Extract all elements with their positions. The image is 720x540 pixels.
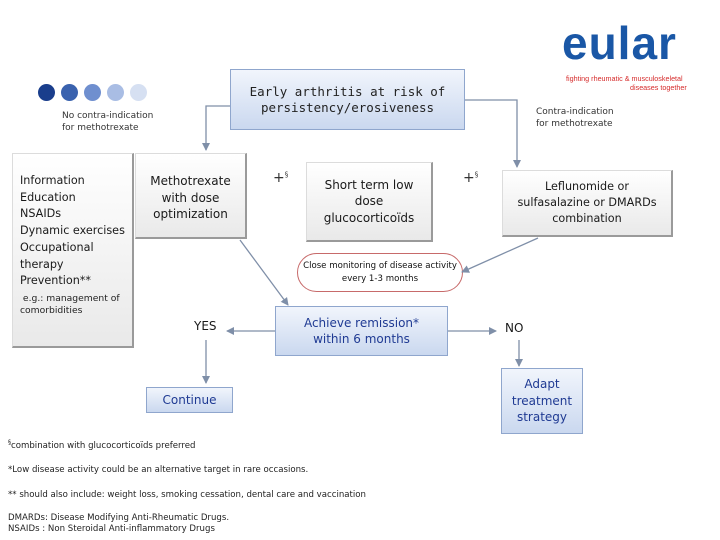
mtx-line2: with dose: [161, 190, 220, 205]
mtx-line3: optimization: [153, 207, 228, 221]
mtx-line1: Methotrexate: [150, 174, 231, 188]
right-caption-line2: for methotrexate: [536, 119, 613, 129]
info-line: Education: [20, 190, 76, 204]
arrow-mtx-to-remission: [240, 240, 288, 305]
remission-line2: within 6 months: [313, 332, 410, 346]
section-mark-1: §: [284, 170, 289, 179]
footnote-nsaids: NSAIDs : Non Steroidal Anti-inflammatory Drugs: [8, 524, 215, 534]
footnote-also-include: ** should also include: weight loss, smoking cessation, dental care and vaccination: [8, 490, 367, 500]
eular-logo: eular: [562, 17, 677, 69]
info-sub-line2: comorbidities: [20, 304, 83, 316]
info-line: therapy: [20, 257, 64, 271]
arrow-header-to-leflunomide: [465, 100, 517, 167]
arrow-header-to-mtx: [206, 106, 230, 150]
plus-symbol-2: +: [463, 170, 475, 186]
monitor-line1: Close monitoring of disease activity: [303, 260, 457, 271]
lef-line1: Leflunomide or: [545, 180, 629, 193]
footnote-section-text: combination with glucocorticoïds preferred: [11, 440, 196, 451]
info-line: Information: [20, 174, 85, 187]
adapt-line1: Adapt: [524, 377, 560, 392]
yes-label: YES: [194, 319, 217, 333]
lef-line3: combination: [552, 212, 622, 225]
info-line: Dynamic exercises: [20, 224, 125, 238]
lef-line2: sulfasalazine or DMARDs: [517, 196, 657, 209]
arrow-leflunomide-to-monitoring: [462, 238, 538, 272]
info-line: Prevention**: [20, 274, 91, 288]
remission-line1: Achieve remission*: [303, 315, 420, 330]
eular-tagline-line1: fighting rheumatic & musculoskeletal: [566, 74, 683, 83]
gc-line3: glucocorticoïds: [323, 210, 415, 225]
info-line: Occupational: [20, 240, 94, 254]
header-title-line1: Early arthritis at risk of: [249, 84, 446, 99]
info-line: NSAIDs: [20, 207, 62, 221]
gc-line2: dose: [354, 194, 384, 209]
footnote-low-activity: *Low disease activity could be an alternative target in rare occasions.: [8, 465, 309, 475]
plus-symbol-1: +: [273, 170, 285, 186]
no-label: NO: [505, 321, 524, 335]
info-sub-line1: e.g.: management of: [20, 292, 120, 304]
continue-box: Continue: [146, 387, 233, 413]
right-caption-line1: Contra-indication: [536, 107, 614, 117]
footnote-section: [8, 437, 196, 452]
left-caption-line1: No contra-indication: [62, 111, 154, 121]
eular-tagline-line2: diseases together: [630, 83, 687, 92]
footnote-dmards: DMARDs: Disease Modifying Anti-Rheumatic Drugs.: [8, 513, 230, 523]
left-caption-line2: for methotrexate: [62, 123, 139, 133]
monitor-line2: every 1-3 months: [341, 273, 419, 284]
adapt-line2: treatment: [511, 393, 573, 408]
header-title-line2: persistency/erosiveness: [260, 100, 435, 115]
adapt-line3: strategy: [516, 410, 568, 425]
gc-line1: Short term low: [324, 177, 414, 192]
footnote-section-mark: §: [8, 439, 11, 446]
section-mark-2: §: [474, 170, 479, 179]
